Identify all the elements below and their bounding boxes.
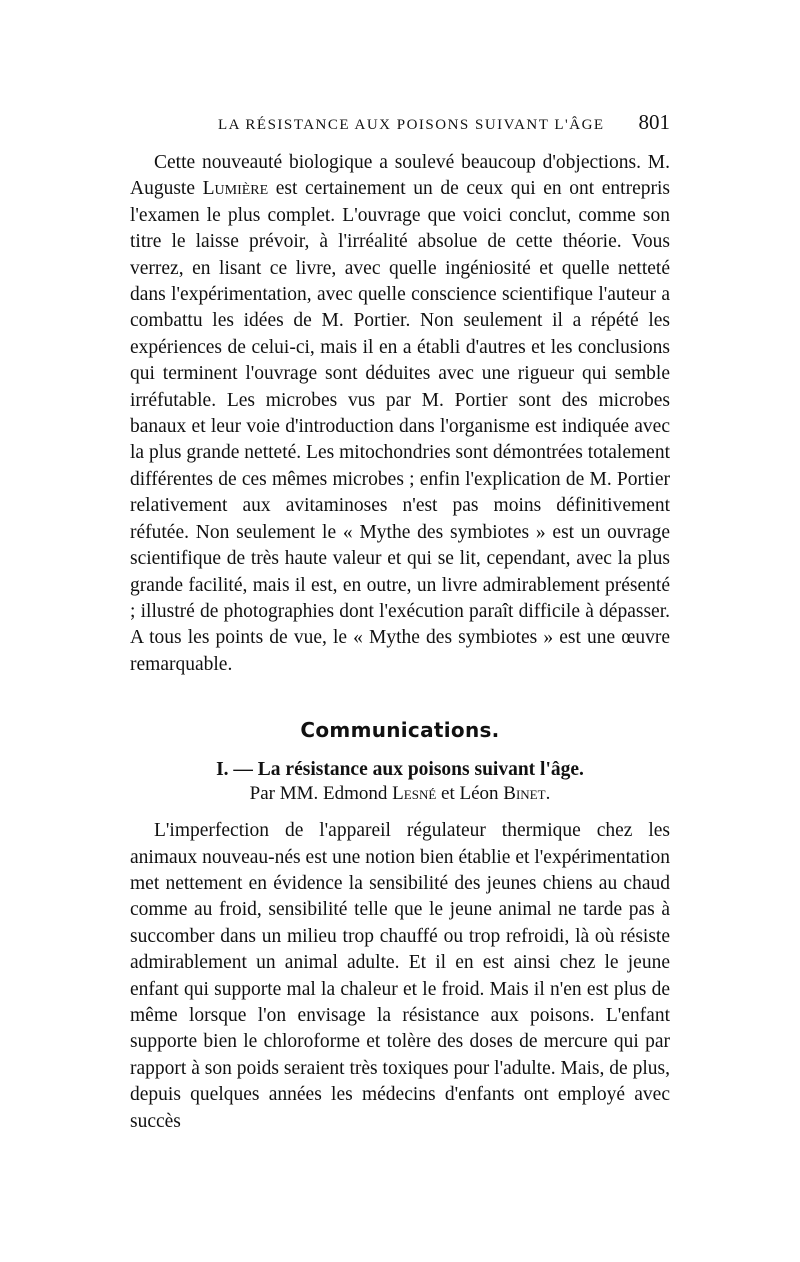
author-lesne: Lesné [392,783,437,805]
authors-suffix: . [545,783,551,805]
review-paragraph [130,150,670,678]
journal-page [130,110,670,1135]
running-title: LA RÉSISTANCE AUX POISONS SUIVANT L'ÂGE [218,117,605,133]
author-name-lumiere: Lumière [202,178,269,200]
authors-prefix: Par MM. Edmond [249,783,393,805]
running-head [130,110,670,140]
article-authors [130,782,670,806]
review-text-start: Cette nouveauté biologique a soulevé beaucoup d'objections. M. Auguste [130,152,670,200]
review-text-rest: est certainement un de ceux qui en ont entrepris l'examen le plus complet. L'ouvrage que voici conclut, comme son titre le laisse prévoir, à l'irréalité absolue de cette théorie. Vous verrez, en lisant ce livre, avec quelle ingéniosité et quelle netteté dans l'expérimentation, avec quelle conscience scientifique l'auteur a combattu les idées de M. Portier. Non seulement il a répété les expériences de celui-ci, mais il en a établi d'autres et les conclusions qui terminent l'ouvrage sont déduites avec une rigueur qui semble irréfutable. Les microbes vus par M. Portier sont des microbes banaux et leur voie d'introduction dans l'organisme est indiquée avec la plus grande netteté. Les mitochondries sont démontrées totalement différentes de ces mêmes microbes ; enfin l'explication de M. Portier relativement aux avitaminoses n'est pas moins définitivement réfutée. Non seulement le « Mythe des symbiotes » est un ouvrage scientifique de très haute valeur et qui se lit, cependant, avec la plus grande facilité, mais il est, en outre, un livre admirablement présenté ; illustré de photographies dont l'exécution paraît difficile à dépasser. A tous les points de vue, le « Mythe des symbiotes » est une œuvre remarquable. [130,178,671,675]
page-number: 801 [638,110,670,134]
section-heading: Communications. [300,718,500,743]
authors-mid: et Léon [436,783,504,805]
author-binet: Binet [503,783,546,805]
article-body-paragraph: L'imperfection de l'appareil régulateur thermique chez les animaux nouveau-nés est une notion bien établie et l'expérimentation met nettement en évidence la sensibilité des jeunes chiens au chaud comme au froid, sensibilité telle que le jeune animal ne tarde pas à succomber dans un milieu trop chauffé ou trop refroidi, là où résiste admirablement un animal adulte. Et il en est ainsi chez le jeune enfant qui supporte mal la chaleur et le froid. Mais il n'en est plus de même lorsque l'on envisage la résistance aux poisons. L'enfant supporte bien le chloroforme et tolère des doses de mercure qui par rapport à son poids seraient très toxiques pour l'adulte. Mais, de plus, depuis quelques années les médecins d'enfants ont employé avec succès [130,820,670,1132]
article-title: I. — La résistance aux poisons suivant l'âge. [216,759,584,781]
